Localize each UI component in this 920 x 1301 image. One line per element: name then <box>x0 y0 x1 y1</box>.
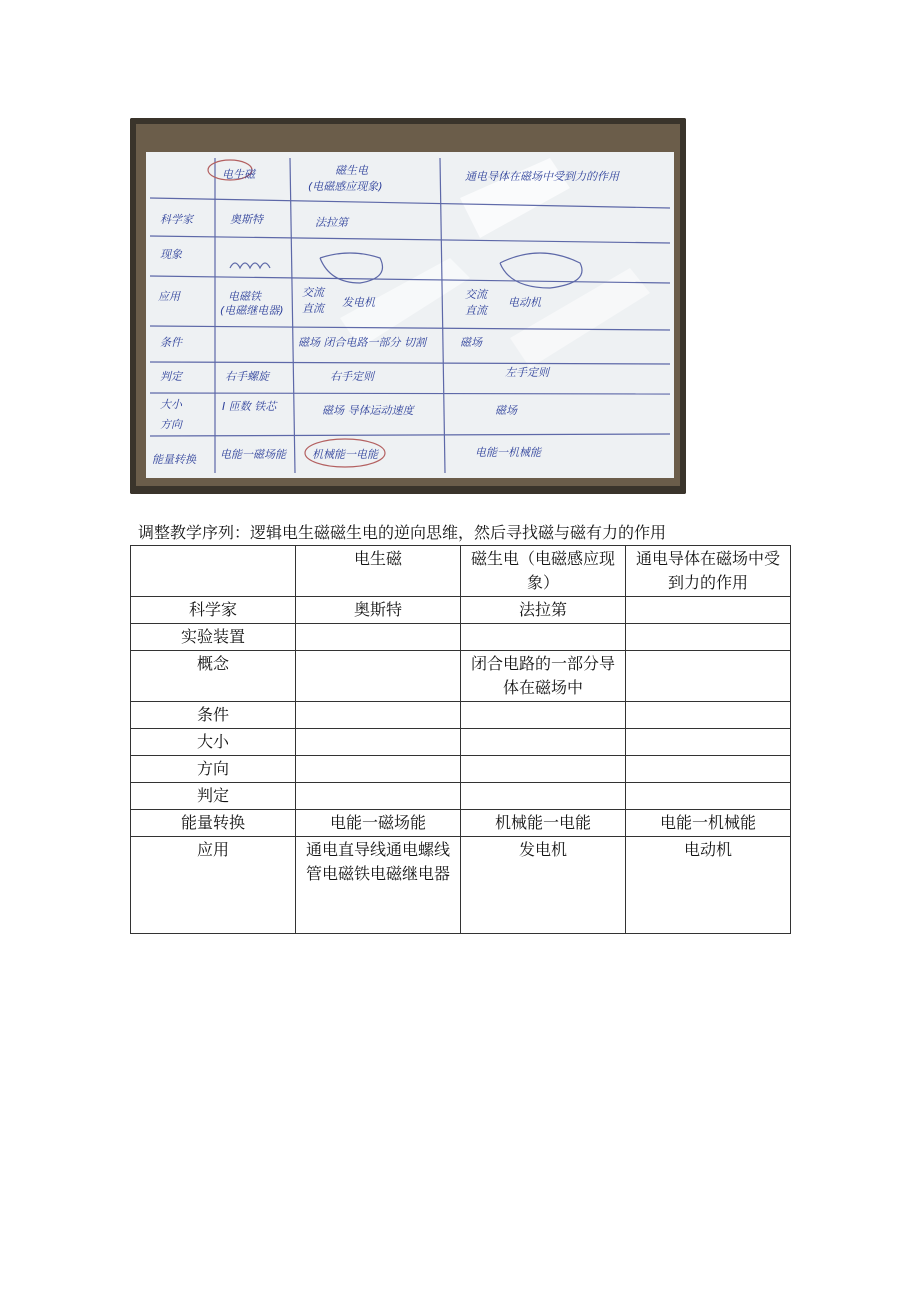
wb-cell: 发电机 <box>342 296 375 309</box>
wb-cell: 机械能一电能 <box>312 448 378 461</box>
wb-cell: 交流 <box>302 286 324 299</box>
table-cell: 实验装置 <box>131 624 296 651</box>
table-row <box>131 810 791 837</box>
caption-text: 调整教学序列：逻辑电生磁磁生电的逆向思维，然后寻找磁与磁有力的作用 <box>138 523 667 542</box>
wb-row-label: 应用 <box>158 290 180 303</box>
wb-cell: 电动机 <box>508 296 541 309</box>
wb-row-label: 能量转换 <box>152 453 196 466</box>
wb-row-label: 方向 <box>160 418 182 431</box>
table-cell: 概念 <box>131 651 296 702</box>
table-cell: 通电导体在磁场中受到力的作用 <box>626 546 791 597</box>
table-cell <box>626 756 791 783</box>
wb-row-label: 判定 <box>160 370 182 383</box>
table-cell: 能量转换 <box>131 810 296 837</box>
wb-cell: 右手定则 <box>330 370 374 383</box>
table-cell: 应用 <box>131 837 296 934</box>
wb-cell: 右手螺旋 <box>225 370 269 383</box>
table-cell: 电动机 <box>626 837 791 934</box>
table-cell: 法拉第 <box>461 597 626 624</box>
wb-header-2: 磁生电 <box>335 164 368 177</box>
wb-row-label: 条件 <box>160 336 182 349</box>
wb-cell: 磁场 闭合电路一部分 切割 <box>298 336 426 349</box>
table-cell: 判定 <box>131 783 296 810</box>
table-row <box>131 837 791 934</box>
wb-cell: 直流 <box>465 304 487 317</box>
table-row <box>131 702 791 729</box>
wb-header-1: 电生磁 <box>222 168 255 181</box>
wb-cell: 交流 <box>465 288 487 301</box>
wb-cell: 左手定则 <box>505 366 549 379</box>
wb-row-label: 现象 <box>160 248 182 261</box>
table-cell <box>461 729 626 756</box>
table-cell <box>461 624 626 651</box>
wb-cell: 磁场 导体运动速度 <box>322 404 414 417</box>
table-cell: 磁生电（电磁感应现象） <box>461 546 626 597</box>
table-row <box>131 651 791 702</box>
table-cell <box>296 702 461 729</box>
table-row <box>131 783 791 810</box>
table-cell: 通电直导线通电螺线管电磁铁电磁继电器 <box>296 837 461 934</box>
wb-cell: 电磁铁 <box>228 290 261 303</box>
wb-header-3: 通电导体在磁场中受到力的作用 <box>465 170 619 183</box>
table-cell <box>461 756 626 783</box>
wb-cell: (电磁继电器) <box>220 304 284 317</box>
table-cell <box>131 546 296 597</box>
table-row <box>131 756 791 783</box>
wb-cell: 奥斯特 <box>230 213 263 226</box>
wb-cell: 电能一机械能 <box>475 446 541 459</box>
table-cell <box>461 702 626 729</box>
table-cell <box>626 729 791 756</box>
table-cell: 电生磁 <box>296 546 461 597</box>
table-cell: 条件 <box>131 702 296 729</box>
wb-cell: I 匝数 铁芯 <box>222 400 277 413</box>
table-cell <box>626 783 791 810</box>
table-cell <box>296 624 461 651</box>
table-cell: 电能一磁场能 <box>296 810 461 837</box>
table-cell: 大小 <box>131 729 296 756</box>
wb-cell: 法拉第 <box>315 216 348 229</box>
summary-table <box>130 545 791 934</box>
table-row <box>131 624 791 651</box>
table-cell <box>296 783 461 810</box>
table-cell <box>461 783 626 810</box>
table-cell: 电能一机械能 <box>626 810 791 837</box>
wb-cell: 直流 <box>302 302 324 315</box>
table-cell <box>626 597 791 624</box>
whiteboard-photo <box>130 118 686 494</box>
wb-cell: 电能一磁场能 <box>220 448 286 461</box>
table-cell: 机械能一电能 <box>461 810 626 837</box>
table-row <box>131 729 791 756</box>
table-header-row <box>131 546 791 597</box>
table-cell <box>296 729 461 756</box>
wb-cell: 磁场 <box>460 336 482 349</box>
table-cell <box>296 756 461 783</box>
table-cell <box>626 651 791 702</box>
table-cell: 方向 <box>131 756 296 783</box>
table-row <box>131 597 791 624</box>
table-cell <box>296 651 461 702</box>
table-cell <box>626 702 791 729</box>
wb-row-label: 科学家 <box>160 213 193 226</box>
table-cell <box>626 624 791 651</box>
wb-cell: 磁场 <box>495 404 517 417</box>
wb-row-label: 大小 <box>160 398 182 411</box>
table-cell: 科学家 <box>131 597 296 624</box>
table-cell: 奥斯特 <box>296 597 461 624</box>
table-cell: 发电机 <box>461 837 626 934</box>
wb-header-2b: (电磁感应现象) <box>308 180 383 193</box>
table-cell: 闭合电路的一部分导体在磁场中 <box>461 651 626 702</box>
